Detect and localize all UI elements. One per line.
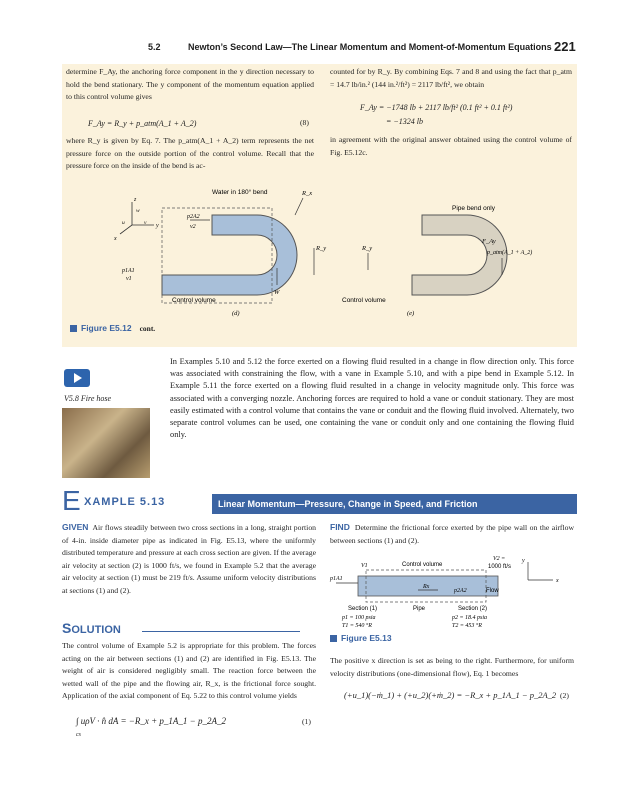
label-fay: F_Ay — [482, 238, 496, 245]
fig-p1: p1 = 100 psia — [342, 615, 376, 621]
example-number: XAMPLE 5.13 — [84, 496, 166, 508]
equation-1: ∫ uρV · n̂ dA = −R_x + p_1A_1 − p_2A_2 — [76, 716, 226, 726]
right-para-1: counted for by R_y. By combining Eqs. 7 and 8 and using the fact that p_atm = 14.7 lb/in.² (144 in.²/ft²) = 2117 lb/ft², we obtain — [330, 67, 572, 89]
left-para-2: where R_y is given by Eq. 7. The p_atm(A_1 + A_2) term represents the net pressure force on the outside portion of the control volume. Recall that the pressure force on the inside of the bend is ac- — [66, 136, 314, 170]
given-label: GIVEN — [62, 522, 89, 532]
label-pipe-only: Pipe bend only — [452, 205, 496, 212]
example-title-bar: Linear Momentum—Pressure, Change in Speed, and Friction — [212, 494, 577, 514]
video-play-button[interactable] — [64, 369, 90, 387]
fig-v1: V1 — [361, 563, 368, 569]
figure-e5-12-diagram — [62, 180, 577, 320]
label-ry-left: R_y — [316, 245, 327, 252]
fig-v2-value: 1000 ft/s — [488, 564, 512, 570]
find-label: FIND — [330, 522, 350, 532]
section-number: 5.2 — [148, 42, 161, 52]
fig-y: y — [522, 558, 525, 564]
equation-2-number: (2) — [560, 691, 569, 700]
label-w: W — [274, 289, 280, 296]
equation-1-sub: cs — [76, 732, 81, 738]
label-rx: R_x — [302, 190, 313, 197]
given-text: Air flows steadily between two cross sections in a long, straight portion of 4-in. inside diameter pipe as indicated in Fig. E5.13, where the uniformly distributed temperature and pressure at each cross section are given. If the average air velocity at section (2) is 1000 ft/s, we found in Example 5.2 that the average air velocity at section (1) must be 219 ft/s. Assume uniform velocity distributions at sections (1) and (2). — [62, 523, 317, 595]
find-text: Determine the frictional force exerted by the pipe wall on the airflow between sections (1) and (2). — [330, 523, 574, 545]
equation-8: F_Ay = R_y + p_atm(A_1 + A_2) — [88, 119, 197, 128]
fig-p1a1: p1A1 — [330, 576, 343, 582]
label-d: (d) — [232, 310, 240, 317]
figure-e5-13-caption: Figure E5.13 — [330, 633, 392, 643]
axis-u-label: u — [122, 220, 125, 226]
fig-pipe: Pipe — [413, 606, 426, 612]
solution-heading: SOLUTION — [62, 620, 121, 636]
label-e: (e) — [407, 310, 415, 317]
find-block — [330, 521, 574, 547]
fig-section-1: Section (1) — [348, 606, 378, 612]
label-water-bend: Water in 180° bend — [212, 189, 268, 196]
right-para-2: in agreement with the original answer obtained using the control volume of Fig. E5.12c. — [330, 135, 572, 157]
caption-square-icon-2 — [330, 635, 337, 642]
video-label[interactable]: V5.8 Fire hose — [64, 394, 112, 403]
running-header — [0, 38, 624, 58]
fig-t2: T2 = 453 °R — [452, 623, 482, 629]
fig-p2a2: p2A2 — [454, 588, 467, 594]
fig-x: x — [556, 578, 559, 584]
equation-8-number: (8) — [300, 118, 309, 127]
label-patm: p_atm(A_1 + A_2) — [487, 250, 533, 256]
fig-control-volume: Control volume — [402, 562, 443, 568]
axis-y-label: y — [156, 223, 159, 229]
label-v2: v2 — [190, 224, 196, 230]
right-solution-text: The positive x direction is set as being to the right. Furthermore, for uniform velocity distributions (one-dimensional flow), Eq. 1 becomes — [330, 656, 574, 678]
axis-v-label: v — [144, 220, 147, 226]
equation-1-number: (1) — [302, 717, 311, 726]
header-title: Newton’s Second Law—The Linear Momentum and Moment-of-Momentum Equations — [188, 42, 552, 52]
caption-square-icon — [70, 325, 77, 332]
label-p1a1: p1A1 — [122, 268, 135, 274]
equation-right-1: F_Ay = −1748 lb + 2117 lb/ft² (0.1 ft² + 0.1 ft²) — [360, 103, 513, 112]
label-ry-right: R_y — [362, 245, 373, 252]
given-block — [62, 521, 316, 597]
figure-e5-12-caption: Figure E5.12 cont. — [70, 323, 155, 333]
example-initial-letter: E — [62, 486, 84, 516]
axes-d — [120, 202, 154, 234]
equation-2: (+u_1)(−ṁ_1) + (+u_2)(+ṁ_2) = −R_x + p_1A_1 − p_2A_2 — [344, 690, 557, 700]
label-control-volume-d: Control volume — [172, 297, 216, 304]
label-control-volume-e: Control volume — [342, 297, 386, 304]
solution-rule — [142, 631, 300, 632]
fig-p2: p2 = 18.4 psia — [452, 615, 488, 621]
fig-rx: Rx — [423, 584, 430, 590]
axis-z-label: z — [134, 197, 137, 203]
axis-x-label: x — [114, 236, 117, 242]
mid-paragraph: In Examples 5.10 and 5.12 the force exerted on a flowing fluid resulted in a change in flow direction only. This force was associated with constraining the flow, with a vane in Example 5.10, and with a pipe bend in Example 5.12. In Example 5.11 the force exerted on a flowing fluid resulted in a change in velocity magnitude only. This force was associated with a converging nozzle. Anchoring forces are required to hold a vane or conduit stationary. They are most easily estimated with a control volume that contains the vane or conduit and the flowing fluid involved. Alternately, two separate control volumes can be used, one containing the vane or conduit only and one containing the flowing fluid only. — [170, 357, 574, 440]
label-p2a2: p2A2 — [187, 214, 200, 220]
fig-section-2: Section (2) — [458, 606, 488, 612]
left-para-1: determine F_Ay, the anchoring force component in the y direction necessary to hold the bend stationary. The y component of the momentum equation applied to this control volume gives — [66, 67, 314, 101]
axis-w-label: w — [136, 208, 140, 214]
fire-hose-photo — [62, 408, 150, 478]
page-number: 221 — [554, 39, 576, 54]
figure-e5-13-diagram — [328, 550, 578, 632]
fig-flow: Flow — [486, 588, 499, 594]
fig-v2: V2 = — [493, 556, 506, 562]
label-v1: v1 — [126, 276, 132, 282]
equation-right-2: = −1324 lb — [386, 117, 424, 126]
fig-t1: T1 = 540 °R — [342, 623, 372, 629]
rx-arrow — [295, 198, 303, 215]
solution-text: The control volume of Example 5.2 is appropriate for this problem. The forces acting on the air between sections (1) and (2) are identified in Fig. E5.13. The weight of air is considered negligibly small. The reaction force between the wetted wall of the pipe and the flowing air, R_x, is the frictional force sought. Application of the axial component of Eq. 5.22 to this control volume yields — [62, 641, 316, 700]
